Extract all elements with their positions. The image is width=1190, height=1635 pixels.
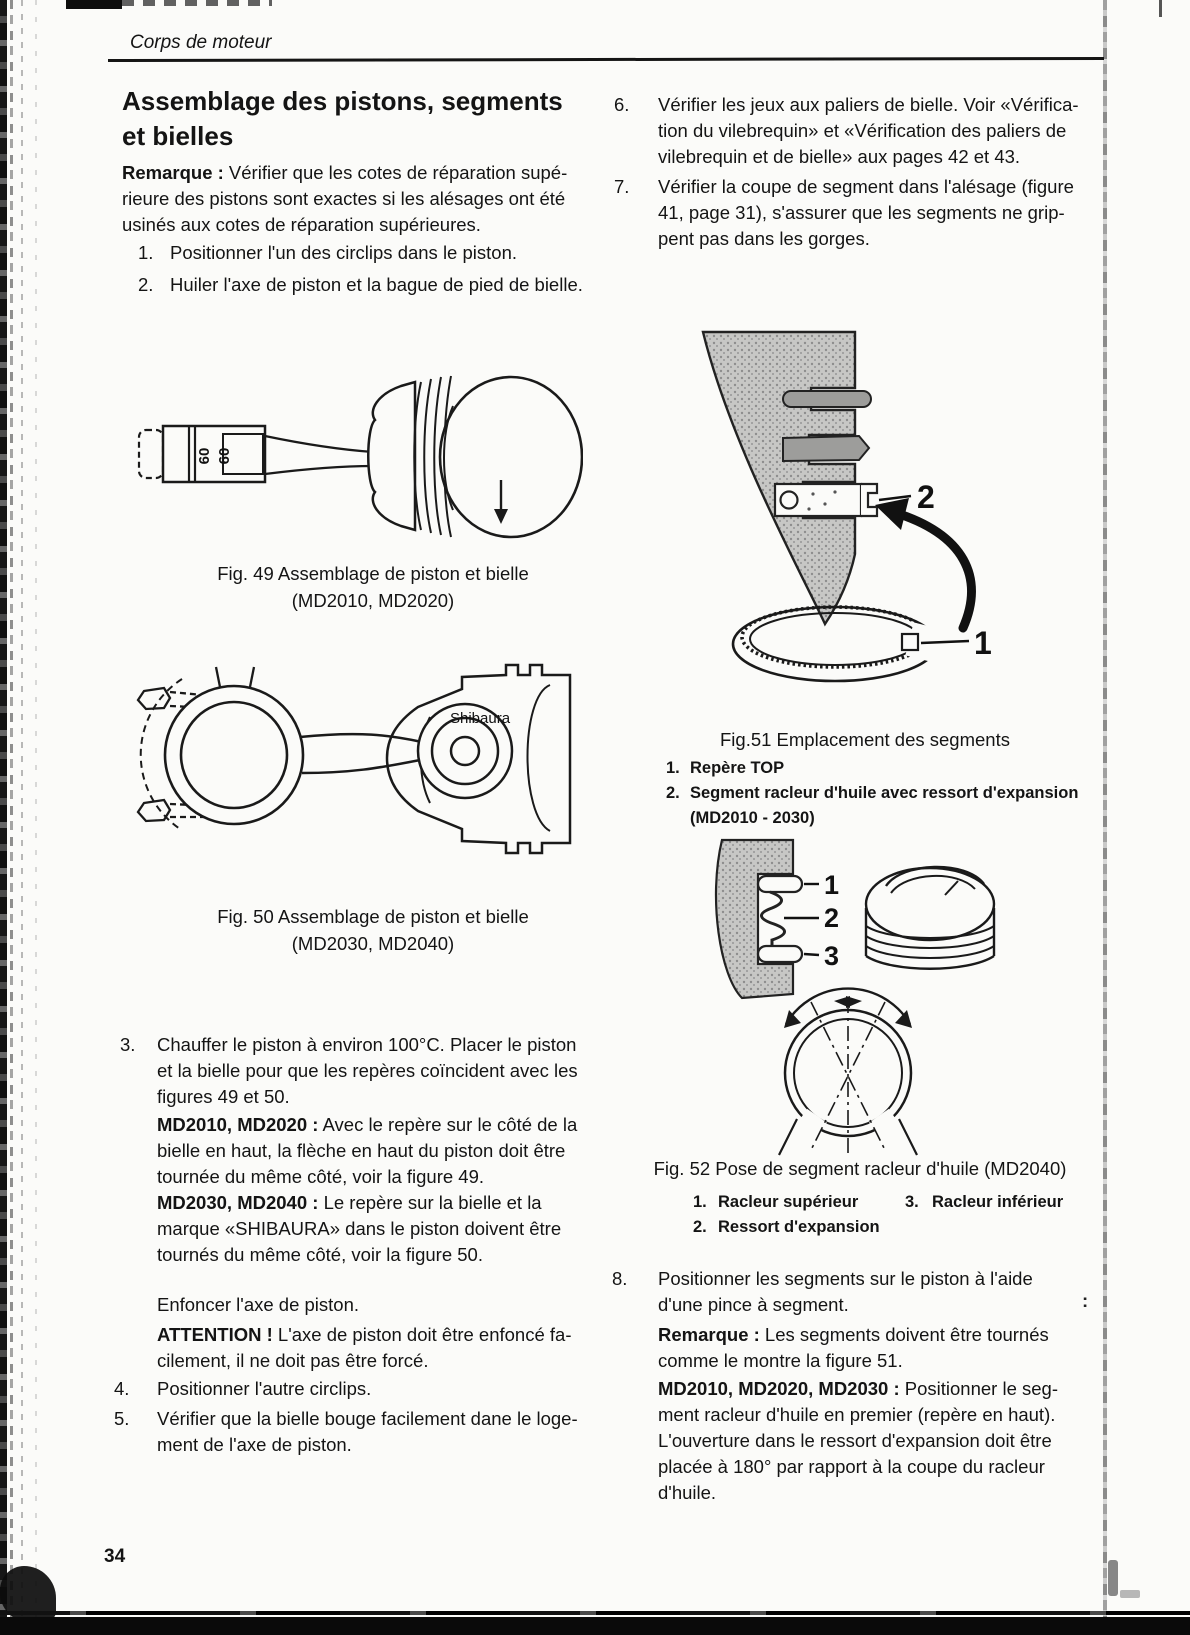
text-line: d'huile. (658, 1482, 717, 1503)
scan-artifact-top-bar (122, 0, 272, 6)
text-run: Positionner le seg- (899, 1378, 1059, 1399)
arrow-head-icon (895, 1010, 912, 1028)
text-line: L'ouverture dans le ressort d'expansion doit être (658, 1430, 1052, 1451)
instruction-line: Enfoncer l'axe de piston. (157, 1294, 360, 1315)
text-line: rieure des pistons sont exactes si les alésages ont été (122, 188, 566, 209)
note-paragraph (658, 1322, 1049, 1374)
fig50-caption (163, 903, 583, 957)
fig52-illustration-oil-ring-install (658, 826, 1088, 1161)
text-line: 41, page 31), s'assurer que les segments ne grip- (658, 202, 1065, 223)
fig52-list-num: 1. (693, 1193, 707, 1211)
scan-artifact-corner-tick (1159, 0, 1162, 17)
text-line (157, 1112, 577, 1138)
step-number: 2. (138, 274, 154, 295)
fig52-list-text: Racleur supérieur (718, 1193, 859, 1211)
fig51-list-num: 2. (666, 784, 680, 802)
rod-mark-60: 60 (196, 447, 213, 465)
lower-rail (758, 946, 802, 962)
step-number: 1. (138, 242, 154, 263)
piston-skirt (368, 382, 415, 530)
piston-top-with-spring (866, 867, 994, 969)
caption-line: (MD2010, MD2020) (291, 590, 455, 611)
text-line: et la bielle pour que les repères coïncident avec les (157, 1060, 578, 1081)
fig51-list-num: 1. (666, 759, 680, 777)
text-run: Les segments doivent être tournés (759, 1324, 1049, 1345)
scan-artifact-left-edge (10, 0, 13, 1635)
fig49-caption (163, 560, 583, 614)
step-number: 5. (114, 1408, 130, 1429)
rod-bolt (138, 800, 170, 821)
model-label: MD2010, MD2020, MD2030 : (658, 1378, 900, 1399)
compression-ring-2 (783, 436, 869, 461)
text-line: tournés du même côté, voir la figure 50. (157, 1244, 483, 1265)
step-number: 7. (614, 176, 630, 197)
text-line: Vérifier les jeux aux paliers de bielle. Voir «Vérifica- (658, 94, 1079, 115)
text-line: Huiler l'axe de piston et la bague de pied de bielle. (170, 274, 583, 295)
caption-line: Fig. 49 Assemblage de piston et bielle (217, 563, 529, 584)
compression-ring-1 (783, 391, 871, 407)
scan-artifact-colon: : (1082, 1290, 1089, 1311)
text-line: ment racleur d'huile en premier (repère en haut). (658, 1404, 1056, 1425)
callout-2: 2 (917, 479, 935, 515)
model-note-md2010-2020 (157, 1112, 577, 1190)
callout-3: 3 (824, 941, 840, 971)
scan-artifact-bottom-line (0, 1611, 1190, 1615)
groove-section-shaded (716, 840, 793, 998)
oil-ring-fork (861, 484, 877, 516)
text-run: L'axe de piston doit être enfoncé fa- (272, 1324, 572, 1345)
model-label: MD2010, MD2020 : (157, 1114, 319, 1135)
expander-spring (761, 892, 784, 946)
step-number: 8. (612, 1268, 628, 1289)
note-label: Remarque : (658, 1324, 760, 1345)
model-note-md2030-2040 (157, 1190, 561, 1268)
scan-artifact-mark (1120, 1590, 1140, 1598)
arrow-head-icon (875, 498, 909, 530)
text-line: usinés aux cotes de réparation supérieures. (122, 214, 481, 235)
title-line: Assemblage des pistons, segments (122, 86, 563, 116)
scan-artifact-top-bar (66, 0, 122, 9)
fig52-list-num: 2. (693, 1218, 707, 1236)
fig51-list-text-cont: (MD2010 - 2030) (690, 809, 815, 827)
scan-artifact-left-edge (21, 0, 23, 1635)
text-line: Positionner les segments sur le piston à l'aide (658, 1268, 1033, 1289)
note-label: Remarque : (122, 162, 224, 183)
step-number: 3. (120, 1034, 136, 1055)
piston-crown (440, 377, 582, 537)
fig52-list-text: Racleur inférieur (932, 1193, 1064, 1211)
text-line (157, 1190, 561, 1216)
fig51-illustration-ring-placement (663, 306, 1088, 706)
title-line: et bielles (122, 121, 234, 151)
fig52-list-text: Ressort d'expansion (718, 1218, 880, 1236)
text-line: bielle en haut, la flèche en haut du piston doit être (157, 1140, 566, 1161)
ring-gap-lug (902, 634, 918, 650)
step-text (658, 174, 1074, 252)
oil-ring-with-expander (733, 607, 947, 681)
caption-line: (MD2030, MD2040) (291, 933, 455, 954)
text-run: Vérifier que les cotes de réparation supé- (223, 162, 568, 183)
step-text (157, 1406, 578, 1458)
text-line: Positionner l'un des circlips dans le piston. (170, 242, 517, 263)
text-line: pent pas dans les gorges. (658, 228, 870, 249)
text-line (157, 1322, 571, 1348)
text-line: Chauffer le piston à environ 100°C. Placer le piston (157, 1034, 577, 1055)
step-text (170, 240, 517, 266)
arrow-head-icon (846, 996, 862, 1008)
scan-artifact-bottom-bar (0, 1617, 1190, 1635)
piston-mark-shibaura: Shibaura (450, 710, 511, 727)
text-line: d'une pince à segment. (658, 1294, 849, 1315)
scan-artifact-mark (1108, 1560, 1118, 1596)
text-line: Vérifier que la bielle bouge facilement dane le loge- (157, 1408, 578, 1429)
step-text (170, 272, 583, 298)
fig52-caption: Fig. 52 Pose de segment racleur d'huile (MD2040) (653, 1158, 1067, 1179)
step-text (658, 1266, 1033, 1318)
rod-small-end-dashed (139, 430, 163, 478)
scan-artifact-binding-line (1103, 0, 1107, 1635)
callout-1: 1 (824, 870, 840, 900)
step-number: 6. (614, 94, 630, 115)
text-line: marque «SHIBAURA» dans le piston doivent être (157, 1218, 562, 1239)
upper-rail (758, 876, 802, 892)
model-label: MD2030, MD2040 : (157, 1192, 319, 1213)
text-line: Vérifier la coupe de segment dans l'alésage (figure (658, 176, 1074, 197)
text-line: tournée du même côté, voir la figure 49. (157, 1166, 485, 1187)
fig52-list-num: 3. (905, 1193, 919, 1211)
fig51-caption: Fig.51 Emplacement des segments (720, 729, 1010, 750)
piston-section-shaded (703, 332, 855, 624)
text-line (658, 1322, 1049, 1348)
ring-gap-angle-diagram (779, 989, 917, 1157)
page-number: 34 (104, 1546, 126, 1567)
text-line: placée à 180° par rapport à la coupe du racleur (658, 1456, 1045, 1477)
scan-artifact-left-edge (0, 0, 7, 1635)
attention-label: ATTENTION ! (157, 1324, 273, 1345)
model-note-md2010-2030 (658, 1376, 1058, 1506)
arrow-head-icon (784, 1010, 801, 1028)
text-line: vilebrequin et de bielle» aux pages 42 et 43. (658, 146, 1021, 167)
text-run: Avec le repère sur le côté de la (318, 1114, 578, 1135)
attention-paragraph (157, 1322, 571, 1374)
fig51-list-text: Segment racleur d'huile avec ressort d'expansion (690, 784, 1079, 802)
text-line: ment de l'axe de piston. (157, 1434, 352, 1455)
scan-artifact-left-edge (35, 0, 37, 1635)
header-rule (108, 57, 1104, 62)
text-line (122, 160, 567, 186)
note-paragraph (122, 160, 567, 238)
step-text (157, 1032, 578, 1110)
text-run: Le repère sur la bielle et la (318, 1192, 542, 1213)
rod-big-end (165, 686, 303, 824)
curved-arrow (893, 512, 971, 628)
callout-2: 2 (824, 903, 840, 933)
step-text (658, 92, 1079, 170)
fig49-illustration-piston-rod (133, 362, 583, 552)
step-number: 4. (114, 1378, 130, 1399)
fig51-list-text: Repère TOP (690, 759, 785, 777)
text-line: tion du vilebrequin» et «Vérification des paliers de (658, 120, 1067, 141)
caption-line: Fig. 50 Assemblage de piston et bielle (217, 906, 529, 927)
text-line (658, 1376, 1058, 1402)
text-line: figures 49 et 50. (157, 1086, 290, 1107)
fig50-illustration-rod-piston-section (120, 645, 575, 860)
text-line: cilement, il ne doit pas être forcé. (157, 1350, 429, 1371)
section-title (122, 84, 563, 154)
running-header: Corps de moteur (130, 32, 272, 53)
text-line: Positionner l'autre circlips. (157, 1378, 372, 1399)
text-line: comme le montre la figure 51. (658, 1350, 903, 1371)
rod-mark-60: 60 (216, 447, 233, 465)
callout-1: 1 (974, 625, 992, 661)
step-text (157, 1376, 371, 1402)
